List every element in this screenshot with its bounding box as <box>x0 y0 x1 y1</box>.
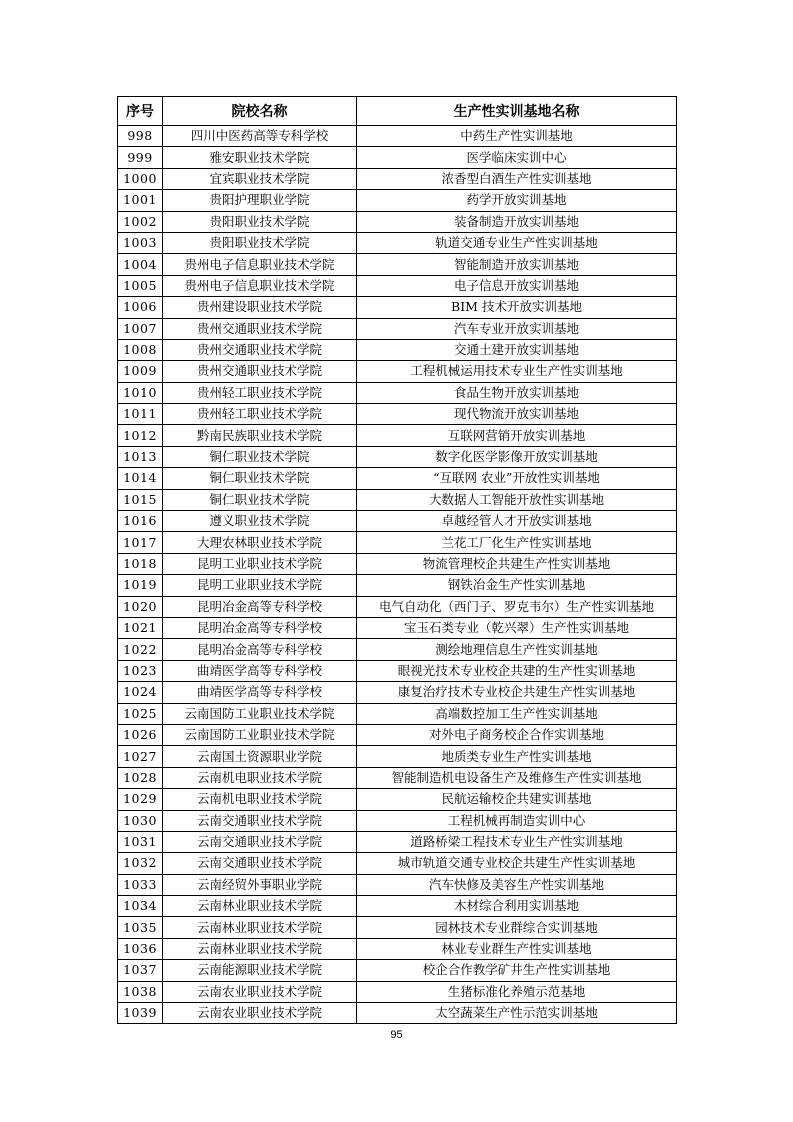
cell-seq-number: 1025 <box>118 703 163 724</box>
cell-training-base-name: 对外电子商务校企合作实训基地 <box>357 724 677 745</box>
cell-institution-name: 昆明冶金高等专科学校 <box>163 639 357 660</box>
cell-training-base-name: 现代物流开放实训基地 <box>357 404 677 425</box>
cell-seq-number: 1029 <box>118 789 163 810</box>
table-row <box>118 810 677 831</box>
cell-seq-number: 998 <box>118 126 163 147</box>
table-row <box>118 489 677 510</box>
table-row <box>118 938 677 959</box>
cell-institution-name: 云南林业职业技术学院 <box>163 896 357 917</box>
cell-training-base-name: 卓越经管人才开放实训基地 <box>357 511 677 532</box>
cell-seq-number: 1001 <box>118 190 163 211</box>
table-row <box>118 874 677 895</box>
table-row <box>118 767 677 788</box>
cell-institution-name: 昆明冶金高等专科学校 <box>163 596 357 617</box>
table-row <box>118 617 677 638</box>
institution-training-base-table <box>117 96 677 1024</box>
cell-institution-name: 遵义职业技术学院 <box>163 511 357 532</box>
cell-seq-number: 1031 <box>118 831 163 852</box>
cell-training-base-name: 地质类专业生产性实训基地 <box>357 746 677 767</box>
cell-institution-name: 铜仁职业技术学院 <box>163 489 357 510</box>
cell-seq-number: 1039 <box>118 1003 163 1024</box>
table-row <box>118 639 677 660</box>
cell-institution-name: 铜仁职业技术学院 <box>163 468 357 489</box>
cell-training-base-name: 园林技术专业群综合实训基地 <box>357 917 677 938</box>
cell-institution-name: 贵州建设职业技术学院 <box>163 297 357 318</box>
cell-institution-name: 云南国防工业职业技术学院 <box>163 703 357 724</box>
cell-seq-number: 1009 <box>118 361 163 382</box>
table-row <box>118 404 677 425</box>
cell-seq-number: 1019 <box>118 575 163 596</box>
cell-seq-number: 1021 <box>118 617 163 638</box>
table-row <box>118 168 677 189</box>
cell-training-base-name: 木材综合利用实训基地 <box>357 896 677 917</box>
table-header <box>118 97 677 126</box>
cell-seq-number: 1008 <box>118 339 163 360</box>
cell-institution-name: 四川中医药高等专科学校 <box>163 126 357 147</box>
cell-institution-name: 贵阳护理职业学院 <box>163 190 357 211</box>
table-row <box>118 147 677 168</box>
cell-seq-number: 1002 <box>118 211 163 232</box>
table-row <box>118 981 677 1002</box>
table-row <box>118 126 677 147</box>
header-row <box>118 97 677 126</box>
cell-training-base-name: 大数据人工智能开放性实训基地 <box>357 489 677 510</box>
cell-training-base-name: 医学临床实训中心 <box>357 147 677 168</box>
cell-institution-name: 云南国土资源职业学院 <box>163 746 357 767</box>
cell-training-base-name: 测绘地理信息生产性实训基地 <box>357 639 677 660</box>
table-row <box>118 361 677 382</box>
cell-institution-name: 昆明工业职业技术学院 <box>163 553 357 574</box>
cell-seq-number: 1037 <box>118 960 163 981</box>
cell-institution-name: 贵州轻工职业技术学院 <box>163 382 357 403</box>
cell-institution-name: 贵州电子信息职业技术学院 <box>163 254 357 275</box>
table-row <box>118 960 677 981</box>
cell-seq-number: 1027 <box>118 746 163 767</box>
table-row <box>118 660 677 681</box>
cell-training-base-name: 民航运输校企共建实训基地 <box>357 789 677 810</box>
cell-institution-name: 大理农林职业技术学院 <box>163 532 357 553</box>
table-body <box>118 126 677 1024</box>
table-row <box>118 318 677 339</box>
cell-training-base-name: 数字化医学影像开放实训基地 <box>357 446 677 467</box>
table-row <box>118 553 677 574</box>
cell-institution-name: 云南国防工业职业技术学院 <box>163 724 357 745</box>
cell-training-base-name: 中药生产性实训基地 <box>357 126 677 147</box>
cell-training-base-name: 交通土建开放实训基地 <box>357 339 677 360</box>
table-row <box>118 425 677 446</box>
cell-training-base-name: 浓香型白酒生产性实训基地 <box>357 168 677 189</box>
cell-institution-name: 贵阳职业技术学院 <box>163 211 357 232</box>
table-row <box>118 468 677 489</box>
cell-institution-name: 云南交通职业技术学院 <box>163 853 357 874</box>
cell-training-base-name: 城市轨道交通专业校企共建生产性实训基地 <box>357 853 677 874</box>
table-row <box>118 596 677 617</box>
cell-seq-number: 1012 <box>118 425 163 446</box>
cell-institution-name: 云南经贸外事职业学院 <box>163 874 357 895</box>
cell-training-base-name: 兰花工厂化生产性实训基地 <box>357 532 677 553</box>
table-row <box>118 297 677 318</box>
cell-institution-name: 云南能源职业技术学院 <box>163 960 357 981</box>
table-row <box>118 724 677 745</box>
cell-institution-name: 曲靖医学高等专科学校 <box>163 660 357 681</box>
cell-training-base-name: 钢铁冶金生产性实训基地 <box>357 575 677 596</box>
cell-training-base-name: 宝玉石类专业（乾兴翠）生产性实训基地 <box>357 617 677 638</box>
cell-institution-name: 云南交通职业技术学院 <box>163 810 357 831</box>
cell-seq-number: 1030 <box>118 810 163 831</box>
cell-training-base-name: 药学开放实训基地 <box>357 190 677 211</box>
cell-training-base-name: 互联网营销开放实训基地 <box>357 425 677 446</box>
cell-institution-name: 贵阳职业技术学院 <box>163 232 357 253</box>
cell-institution-name: 贵州电子信息职业技术学院 <box>163 275 357 296</box>
table-row <box>118 446 677 467</box>
cell-seq-number: 1017 <box>118 532 163 553</box>
cell-training-base-name: 林业专业群生产性实训基地 <box>357 938 677 959</box>
cell-seq-number: 1033 <box>118 874 163 895</box>
cell-seq-number: 1026 <box>118 724 163 745</box>
table-row <box>118 703 677 724</box>
cell-training-base-name: 太空蔬菜生产性示范实训基地 <box>357 1003 677 1024</box>
cell-seq-number: 1024 <box>118 682 163 703</box>
table-row <box>118 382 677 403</box>
cell-seq-number: 1036 <box>118 938 163 959</box>
table-row <box>118 853 677 874</box>
cell-institution-name: 昆明冶金高等专科学校 <box>163 617 357 638</box>
table-row <box>118 232 677 253</box>
cell-seq-number: 1022 <box>118 639 163 660</box>
header-training-base-name: 生产性实训基地名称 <box>357 97 677 126</box>
table-row <box>118 511 677 532</box>
cell-institution-name: 贵州交通职业技术学院 <box>163 318 357 339</box>
cell-institution-name: 宜宾职业技术学院 <box>163 168 357 189</box>
cell-institution-name: 昆明工业职业技术学院 <box>163 575 357 596</box>
cell-seq-number: 1007 <box>118 318 163 339</box>
cell-seq-number: 1010 <box>118 382 163 403</box>
cell-institution-name: 云南林业职业技术学院 <box>163 917 357 938</box>
table-row <box>118 339 677 360</box>
cell-training-base-name: 食品生物开放实训基地 <box>357 382 677 403</box>
cell-training-base-name: 工程机械再制造实训中心 <box>357 810 677 831</box>
cell-institution-name: 云南机电职业技术学院 <box>163 767 357 788</box>
header-institution-name: 院校名称 <box>163 97 357 126</box>
table-row <box>118 1003 677 1024</box>
table-row <box>118 211 677 232</box>
cell-training-base-name: 物流管理校企共建生产性实训基地 <box>357 553 677 574</box>
cell-training-base-name: 装备制造开放实训基地 <box>357 211 677 232</box>
table-row <box>118 532 677 553</box>
cell-training-base-name: 电子信息开放实训基地 <box>357 275 677 296</box>
cell-training-base-name: 轨道交通专业生产性实训基地 <box>357 232 677 253</box>
cell-training-base-name: “互联网 农业”开放性实训基地 <box>357 468 677 489</box>
cell-seq-number: 1000 <box>118 168 163 189</box>
cell-training-base-name: 眼视光技术专业校企共建的生产性实训基地 <box>357 660 677 681</box>
cell-institution-name: 云南交通职业技术学院 <box>163 831 357 852</box>
cell-seq-number: 1032 <box>118 853 163 874</box>
cell-institution-name: 黔南民族职业技术学院 <box>163 425 357 446</box>
cell-institution-name: 铜仁职业技术学院 <box>163 446 357 467</box>
table-row <box>118 896 677 917</box>
cell-seq-number: 1006 <box>118 297 163 318</box>
cell-training-base-name: 汽车专业开放实训基地 <box>357 318 677 339</box>
cell-training-base-name: 电气自动化（西门子、罗克韦尔）生产性实训基地 <box>357 596 677 617</box>
cell-institution-name: 贵州交通职业技术学院 <box>163 339 357 360</box>
cell-seq-number: 1004 <box>118 254 163 275</box>
cell-institution-name: 贵州轻工职业技术学院 <box>163 404 357 425</box>
cell-institution-name: 贵州交通职业技术学院 <box>163 361 357 382</box>
table-row <box>118 682 677 703</box>
table-row <box>118 746 677 767</box>
cell-institution-name: 云南林业职业技术学院 <box>163 938 357 959</box>
cell-seq-number: 1034 <box>118 896 163 917</box>
cell-seq-number: 1028 <box>118 767 163 788</box>
table-row <box>118 275 677 296</box>
cell-training-base-name: 道路桥梁工程技术专业生产性实训基地 <box>357 831 677 852</box>
cell-seq-number: 1023 <box>118 660 163 681</box>
cell-training-base-name: 智能制造机电设备生产及维修生产性实训基地 <box>357 767 677 788</box>
cell-training-base-name: 校企合作教学矿井生产性实训基地 <box>357 960 677 981</box>
cell-seq-number: 1013 <box>118 446 163 467</box>
cell-institution-name: 雅安职业技术学院 <box>163 147 357 168</box>
table-row <box>118 190 677 211</box>
table-row <box>118 831 677 852</box>
cell-training-base-name: 高端数控加工生产性实训基地 <box>357 703 677 724</box>
cell-institution-name: 云南机电职业技术学院 <box>163 789 357 810</box>
cell-seq-number: 1038 <box>118 981 163 1002</box>
cell-seq-number: 1011 <box>118 404 163 425</box>
cell-seq-number: 1005 <box>118 275 163 296</box>
cell-seq-number: 1016 <box>118 511 163 532</box>
cell-seq-number: 1014 <box>118 468 163 489</box>
table-row <box>118 575 677 596</box>
cell-seq-number: 999 <box>118 147 163 168</box>
header-seq-number: 序号 <box>118 97 163 126</box>
table-row <box>118 254 677 275</box>
table-row <box>118 789 677 810</box>
cell-training-base-name: 汽车快修及美容生产性实训基地 <box>357 874 677 895</box>
cell-seq-number: 1020 <box>118 596 163 617</box>
cell-institution-name: 云南农业职业技术学院 <box>163 1003 357 1024</box>
cell-seq-number: 1015 <box>118 489 163 510</box>
cell-training-base-name: 康复治疗技术专业校企共建生产性实训基地 <box>357 682 677 703</box>
cell-training-base-name: 工程机械运用技术专业生产性实训基地 <box>357 361 677 382</box>
cell-seq-number: 1035 <box>118 917 163 938</box>
cell-seq-number: 1003 <box>118 232 163 253</box>
cell-training-base-name: 生猪标准化养殖示范基地 <box>357 981 677 1002</box>
table-row <box>118 917 677 938</box>
page-number: 95 <box>390 1029 403 1041</box>
cell-institution-name: 曲靖医学高等专科学校 <box>163 682 357 703</box>
cell-training-base-name: 智能制造开放实训基地 <box>357 254 677 275</box>
cell-training-base-name: BIM 技术开放实训基地 <box>357 297 677 318</box>
cell-seq-number: 1018 <box>118 553 163 574</box>
cell-institution-name: 云南农业职业技术学院 <box>163 981 357 1002</box>
